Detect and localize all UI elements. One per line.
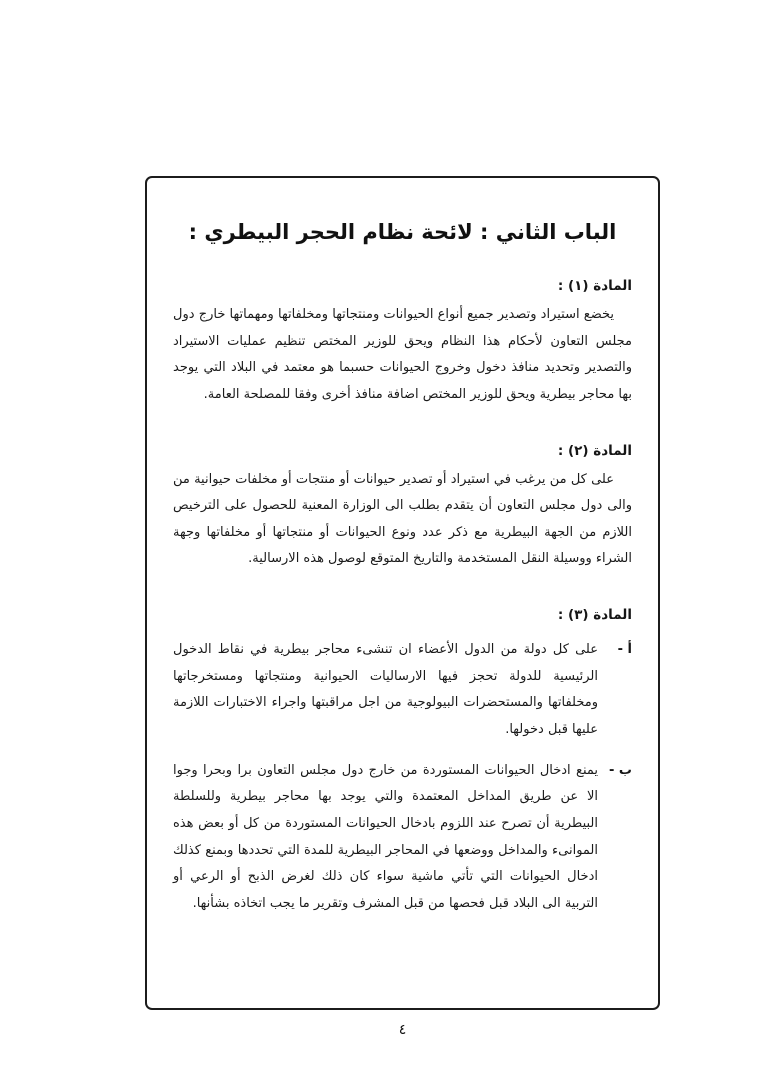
article-1-heading: المادة (١) : xyxy=(557,278,632,294)
article-3-heading: المادة (٣) : xyxy=(557,607,632,624)
page-border-frame xyxy=(145,176,660,1010)
page-number: ٤ xyxy=(398,1022,407,1038)
article-3-item-a-marker: أ - xyxy=(617,642,632,658)
article-3-item-a-body: على كل دولة من الدول الأعضاء ان تنشىء محاجر بيطرية في نقاط الدخول الرئيسية للدولة تحجز فيها الارساليات الحيوانية ومنتجاتها ومستخرجاتها ومخلفاتها والمستحضرات البيولوجية من اجل مراقبتها واجراء الاختبارات اللازمة عليها قبل دخولها. xyxy=(173,642,598,738)
article-2 xyxy=(173,443,632,574)
article-3 xyxy=(173,607,632,917)
article-2-heading: المادة (٢) : xyxy=(557,442,632,459)
article-3-item-b xyxy=(173,758,632,918)
page-title: الباب الثاني : لائحة نظام الحجر البيطري : xyxy=(188,220,617,244)
article-3-item-a xyxy=(173,637,632,744)
article-3-item-b-body: يمنع ادخال الحيوانات المستوردة من خارج دول مجلس التعاون برا وبحرا وجوا الا عن طريق المداخل المعتمدة والتي يوجد بها محاجر بيطرية وللسلطة البيطرية أن تصرح عند اللزوم بادخال الحيوانات المستوردة من كل أو بعض هذه الموانىء والمداخل ووضعها في المحاجر البيطرية للمدة التي تحددها وبمنع كذلك ادخال الحيوانات التي تأتي ماشية سواء كان ذلك لغرض الذبح أو الرعي أو التربية الى البلاد قبل فحصها من قبل المشرف وتقرير ما يجب اتخاذه بشأنها. xyxy=(173,762,598,911)
article-2-body: على كل من يرغب في استيراد أو تصدير حيوانات أو منتجات أو مخلفات حيوانية من والى دول مجلس التعاون أن يتقدم بطلب الى الوزارة المعنية للحصول على الترخيص اللازم من الجهة البيطرية مع ذكر عدد ونوع الحيوانات أو منتجاتها أو مخلفاتها وجهة الشراء ووسيلة النقل المستخدمة والتاريخ المتوقع لوصول هذه الارسالية. xyxy=(173,471,632,567)
article-3-item-b-marker: ب - xyxy=(609,762,632,778)
article-1 xyxy=(173,278,632,409)
article-1-body: يخضع استيراد وتصدير جميع أنواع الحيوانات ومنتجاتها ومخلفاتها ومهماتها خارج دول مجلس التعاون لأحكام هذا النظام ويحق للوزير المختص تنظيم عمليات الاستيراد والتصدير وتحديد منافذ دخول وخروج الحيوانات حسبما هو معتمد في البلاد التي يوجد بها محاجر بيطرية ويحق للوزير المختص اضافة منافذ أخرى وفقا للمصلحة العامة. xyxy=(173,307,632,402)
